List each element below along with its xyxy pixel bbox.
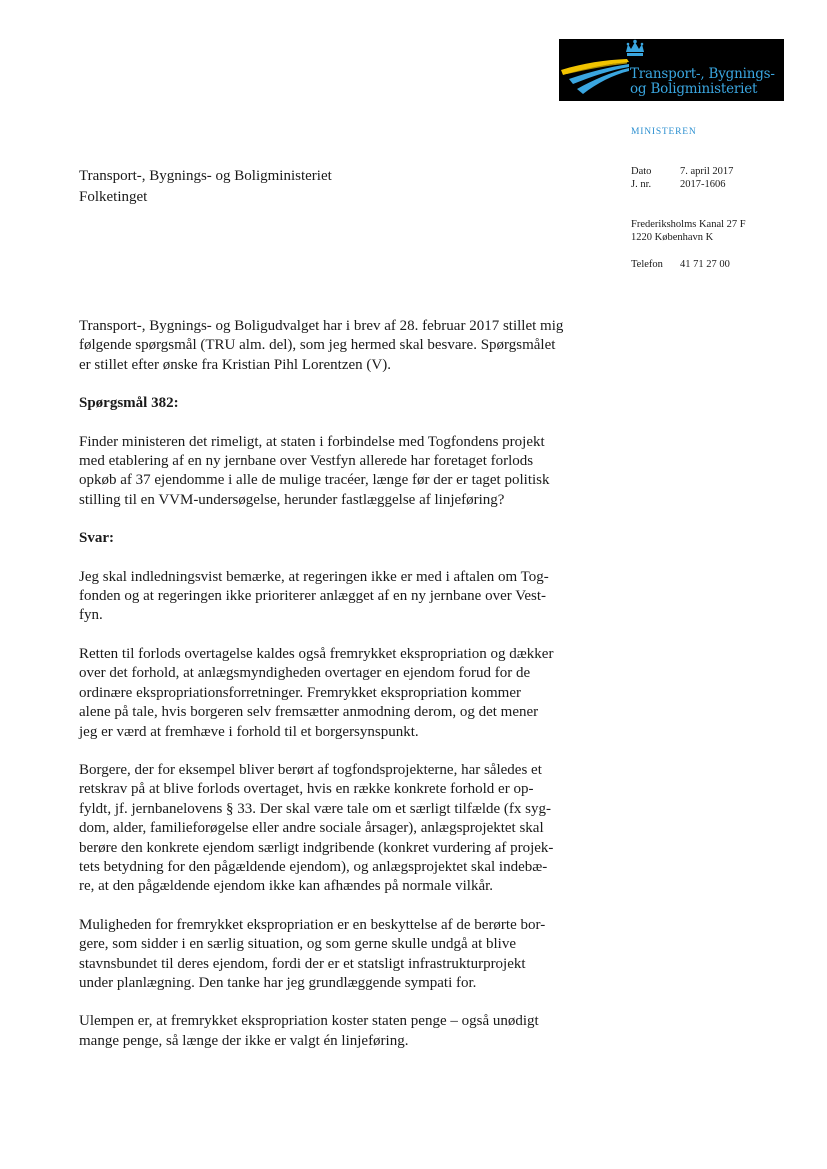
logo-text-line2: og Boligministeriet bbox=[630, 81, 758, 97]
text-line: alene på tale, hvis borgeren selv fremsætter anmodning derom, og det mener bbox=[79, 704, 539, 721]
text-line: mange penge, så længe der ikke er valgt én linjeføring. bbox=[79, 1032, 409, 1049]
address-line2: 1220 København K bbox=[631, 232, 714, 243]
answer-paragraph-2 bbox=[79, 645, 599, 742]
phone-value: 41 71 27 00 bbox=[680, 259, 730, 270]
intro-paragraph bbox=[79, 317, 599, 375]
text-line: berøre den konkrete ejendom særligt indgribende (konkret vurdering af projek- bbox=[79, 839, 554, 856]
answer-paragraph-3 bbox=[79, 761, 599, 897]
text-line: følgende spørgsmål (TRU alm. del), som jeg hermed skal besvare. Spørgsmålet bbox=[79, 337, 556, 354]
text-line: under planlægning. Den tanke har jeg grundlæggende sympati for. bbox=[79, 974, 477, 991]
text-line: Ulempen er, at fremrykket ekspropriation koster staten penge – også unødigt bbox=[79, 1013, 539, 1030]
text-line: Retten til forlods overtagelse kaldes også fremrykket ekspropriation og dækker bbox=[79, 645, 554, 662]
text-line: fonden og at regeringen ikke prioriterer anlægget af en ny jernbane over Vest- bbox=[79, 588, 547, 605]
text-line: Transport-, Bygnings- og Boligudvalget har i brev af 28. februar 2017 stillet mig bbox=[79, 318, 564, 334]
text-line: re, at den pågældende ejendom ikke kan afhændes på normale vilkår. bbox=[79, 878, 494, 895]
answer-paragraph-5 bbox=[79, 1012, 599, 1051]
jnr-label: J. nr. bbox=[631, 179, 652, 190]
text-line: fyn. bbox=[79, 607, 103, 624]
text-line: Borgere, der for eksempel bliver berørt af togfondsprojekterne, har således et bbox=[79, 761, 542, 778]
question-heading: Spørgsmål 382: bbox=[79, 395, 179, 412]
text-line: jeg er værd at fremhæve i forhold til et borgersynspunkt. bbox=[79, 723, 419, 740]
jnr-value: 2017-1606 bbox=[680, 179, 726, 190]
answer-paragraph-4 bbox=[79, 916, 599, 994]
answer-paragraph-1 bbox=[79, 568, 599, 626]
recipient-block bbox=[79, 166, 332, 208]
date-label: Dato bbox=[631, 166, 652, 177]
text-line: med etablering af en ny jernbane over Vestfyn allerede har foretaget forlods bbox=[79, 453, 534, 470]
phone-block bbox=[631, 258, 730, 271]
text-line: fyldt, jf. jernbanelovens § 33. Der skal være tale om et særligt tilfælde (fx syg- bbox=[79, 800, 551, 817]
question-paragraph bbox=[79, 433, 599, 511]
phone-label: Telefon bbox=[631, 259, 663, 270]
letter-body bbox=[79, 317, 599, 1051]
text-line: over det forhold, at anlægsmyndigheden overtager en ejendom forud for de bbox=[79, 665, 531, 682]
meta-block bbox=[631, 165, 733, 191]
text-line: stilling til en VVM-undersøgelse, herunder fastlæggelse af linjeføring? bbox=[79, 491, 505, 508]
text-line: stavnsbundet til deres ejendom, fordi der er et statsligt infrastrukturprojekt bbox=[79, 955, 526, 972]
sidebar-title: MINISTEREN bbox=[631, 127, 697, 137]
address-block bbox=[631, 218, 746, 244]
address-line1: Frederiksholms Kanal 27 F bbox=[631, 219, 746, 230]
text-line: ordinære ekspropriationsforretninger. Fremrykket ekspropriation kommer bbox=[79, 684, 521, 701]
text-line: opkøb af 37 ejendomme i alle de mulige tracéer, længe før der er taget politisk bbox=[79, 472, 550, 489]
text-line: tets betydning for den pågældende ejendom), og anlægsprojektet skal indebæ- bbox=[79, 858, 548, 875]
text-line: er stillet efter ønske fra Kristian Pihl Lorentzen (V). bbox=[79, 356, 391, 373]
text-line: Jeg skal indledningsvist bemærke, at regeringen ikke er med i aftalen om Tog- bbox=[79, 568, 549, 585]
recipient-line1: Transport-, Bygnings- og Boligministeriet bbox=[79, 168, 332, 184]
text-line: Muligheden for fremrykket ekspropriation er en beskyttelse af de berørte bor- bbox=[79, 916, 546, 933]
date-value: 7. april 2017 bbox=[680, 166, 734, 177]
recipient-line2: Folketinget bbox=[79, 189, 148, 205]
text-line: gere, som sidder i en særlig situation, og som gerne skulle undgå at blive bbox=[79, 936, 517, 953]
text-line: retskrav på at blive forlods overtaget, hvis en række konkrete forhold er op- bbox=[79, 781, 534, 798]
ministry-logo bbox=[559, 39, 784, 101]
text-line: dom, alder, familieforøgelse eller andre sociale årsager), anlægsprojektet skal bbox=[79, 820, 544, 837]
text-line: Finder ministeren det rimeligt, at staten i forbindelse med Togfondens projekt bbox=[79, 433, 545, 450]
logo-text-line1: Transport-, Bygnings- bbox=[630, 66, 775, 82]
answer-heading: Svar: bbox=[79, 530, 114, 547]
